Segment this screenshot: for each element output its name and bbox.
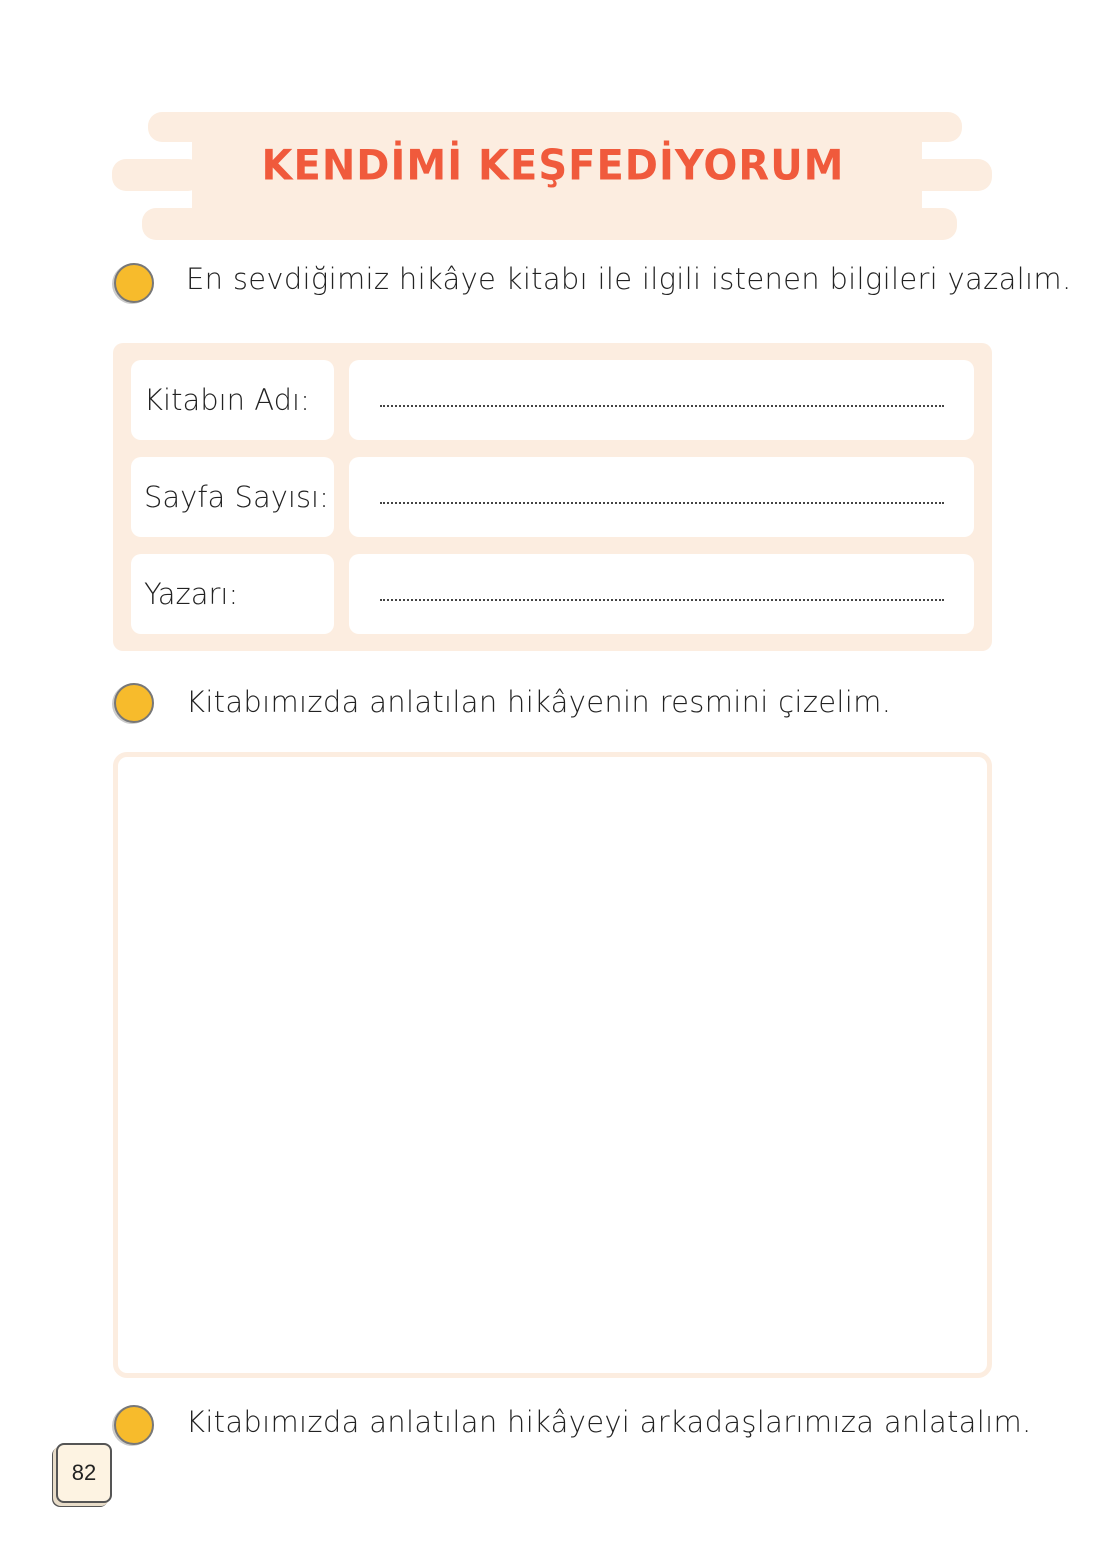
- author-field[interactable]: [349, 554, 974, 634]
- book-title-field[interactable]: [349, 360, 974, 440]
- page-count-field[interactable]: [349, 457, 974, 537]
- form-label: [131, 457, 334, 537]
- page-title: KENDİMİ KEŞFEDİYORUM: [261, 141, 845, 191]
- instruction-text: Kitabımızda anlatılan hikâyenin resmini çizelim.: [186, 685, 892, 719]
- dotted-writing-line: [380, 599, 944, 601]
- form-label: [131, 360, 334, 440]
- author-label: Yazarı:: [144, 577, 239, 611]
- drawing-area[interactable]: [113, 752, 992, 1378]
- yellow-circle-bullet-icon: [114, 1405, 154, 1445]
- instruction-text: En sevdiğimiz hikâye kitabı ile ilgili istenen bilgileri yazalım.: [186, 262, 1072, 296]
- page-count-label: Sayfa Sayısı:: [144, 480, 329, 514]
- book-info-form: [113, 343, 992, 651]
- form-row-book-title: [131, 360, 974, 440]
- form-row-page-count: [131, 457, 974, 537]
- yellow-circle-bullet-icon: [114, 683, 154, 723]
- form-row-author: [131, 554, 974, 634]
- dotted-writing-line: [380, 502, 944, 504]
- form-label: [131, 554, 334, 634]
- yellow-circle-bullet-icon: [114, 263, 154, 303]
- dotted-writing-line: [380, 405, 944, 407]
- page-number: 82: [56, 1443, 112, 1503]
- instruction-text: Kitabımızda anlatılan hikâyeyi arkadaşlarımıza anlatalım.: [186, 1405, 1032, 1439]
- book-title-label: Kitabın Adı:: [144, 383, 310, 417]
